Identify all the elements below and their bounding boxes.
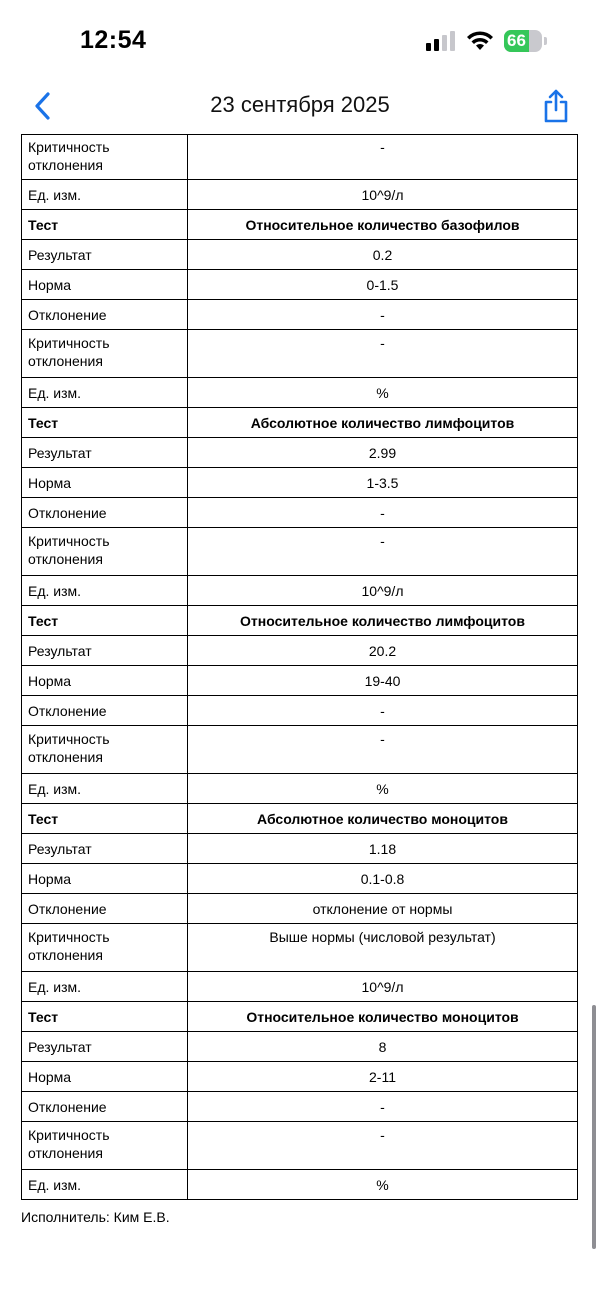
- row-label: Ед. изм.: [22, 1170, 188, 1200]
- table-row: [22, 270, 578, 300]
- row-label: Критичность отклонения: [22, 1122, 188, 1170]
- scroll-indicator[interactable]: [592, 1005, 596, 1249]
- table-row: [22, 1122, 578, 1170]
- results-content[interactable]: [0, 134, 600, 1300]
- table-row: [22, 438, 578, 468]
- row-label: Тест: [22, 1002, 188, 1032]
- row-label: Критичность отклонения: [22, 528, 188, 576]
- row-value: %: [188, 774, 578, 804]
- table-row: [22, 576, 578, 606]
- row-value: 2-11: [188, 1062, 578, 1092]
- table-row: [22, 135, 578, 180]
- test-name: Относительное количество базофилов: [188, 210, 578, 240]
- row-value: -: [188, 726, 578, 774]
- row-value: 19-40: [188, 666, 578, 696]
- row-label: Критичность отклонения: [22, 924, 188, 972]
- row-value: -: [188, 696, 578, 726]
- test-name: Абсолютное количество моноцитов: [188, 804, 578, 834]
- share-icon[interactable]: [540, 88, 572, 124]
- row-label: Тест: [22, 804, 188, 834]
- test-header-row: [22, 210, 578, 240]
- row-value: %: [188, 1170, 578, 1200]
- row-label: Отклонение: [22, 1092, 188, 1122]
- status-time: 12:54: [80, 26, 147, 54]
- row-label: Ед. изм.: [22, 972, 188, 1002]
- executor-text: Исполнитель: Ким Е.В.: [21, 1209, 170, 1225]
- table-row: [22, 1062, 578, 1092]
- row-label: Норма: [22, 270, 188, 300]
- row-value: 1.18: [188, 834, 578, 864]
- row-label: Отклонение: [22, 696, 188, 726]
- test-header-row: [22, 1002, 578, 1032]
- test-name: Абсолютное количество лимфоцитов: [188, 408, 578, 438]
- table-row: [22, 180, 578, 210]
- row-label: Отклонение: [22, 498, 188, 528]
- table-row: [22, 240, 578, 270]
- row-value: -: [188, 330, 578, 378]
- row-label: Тест: [22, 606, 188, 636]
- row-value: 10^9/л: [188, 972, 578, 1002]
- results-table: [21, 134, 578, 1200]
- table-row: [22, 300, 578, 330]
- table-row: [22, 1092, 578, 1122]
- table-row: [22, 864, 578, 894]
- row-value: -: [188, 1122, 578, 1170]
- table-row: [22, 726, 578, 774]
- row-label: Ед. изм.: [22, 774, 188, 804]
- test-name: Относительное количество моноцитов: [188, 1002, 578, 1032]
- row-value: -: [188, 135, 578, 180]
- row-value: 10^9/л: [188, 180, 578, 210]
- cellular-signal-icon: [426, 31, 458, 51]
- table-row: [22, 972, 578, 1002]
- battery-cap: [544, 37, 547, 45]
- row-label: Результат: [22, 438, 188, 468]
- table-row: [22, 924, 578, 972]
- row-label: Тест: [22, 210, 188, 240]
- table-row: [22, 468, 578, 498]
- row-value: %: [188, 378, 578, 408]
- row-label: Норма: [22, 468, 188, 498]
- row-value: -: [188, 1092, 578, 1122]
- row-value: 2.99: [188, 438, 578, 468]
- battery-icon: [504, 30, 542, 52]
- battery-indicator: [504, 30, 548, 52]
- row-label: Критичность отклонения: [22, 726, 188, 774]
- row-label: Критичность отклонения: [22, 135, 188, 180]
- row-value: -: [188, 528, 578, 576]
- row-label: Ед. изм.: [22, 378, 188, 408]
- battery-level: 66: [507, 31, 526, 50]
- table-row: [22, 1032, 578, 1062]
- table-row: [22, 378, 578, 408]
- row-label: Ед. изм.: [22, 576, 188, 606]
- row-value: 0.2: [188, 240, 578, 270]
- test-name: Относительное количество лимфоцитов: [188, 606, 578, 636]
- row-label: Норма: [22, 1062, 188, 1092]
- test-header-row: [22, 804, 578, 834]
- row-label: Ед. изм.: [22, 180, 188, 210]
- table-row: [22, 834, 578, 864]
- row-value: -: [188, 498, 578, 528]
- row-label: Результат: [22, 636, 188, 666]
- row-value: 8: [188, 1032, 578, 1062]
- row-label: Отклонение: [22, 300, 188, 330]
- test-header-row: [22, 606, 578, 636]
- table-row: [22, 774, 578, 804]
- test-header-row: [22, 408, 578, 438]
- table-row: [22, 1170, 578, 1200]
- table-row: [22, 636, 578, 666]
- table-row: [22, 528, 578, 576]
- row-value: 10^9/л: [188, 576, 578, 606]
- table-row: [22, 330, 578, 378]
- row-label: Результат: [22, 240, 188, 270]
- row-label: Критичность отклонения: [22, 330, 188, 378]
- row-value: отклонение от нормы: [188, 894, 578, 924]
- table-row: [22, 498, 578, 528]
- nav-bar: [0, 80, 600, 132]
- row-value: 1-3.5: [188, 468, 578, 498]
- row-label: Результат: [22, 834, 188, 864]
- page-title: 23 сентября 2025: [210, 92, 390, 117]
- chevron-left-icon[interactable]: [28, 88, 60, 124]
- row-label: Норма: [22, 864, 188, 894]
- row-label: Отклонение: [22, 894, 188, 924]
- row-value: -: [188, 300, 578, 330]
- row-label: Результат: [22, 1032, 188, 1062]
- row-label: Тест: [22, 408, 188, 438]
- table-row: [22, 894, 578, 924]
- row-value: 0.1-0.8: [188, 864, 578, 894]
- row-value: 0-1.5: [188, 270, 578, 300]
- table-row: [22, 696, 578, 726]
- row-value: Выше нормы (числовой результат): [188, 924, 578, 972]
- wifi-icon: [466, 29, 494, 51]
- row-value: 20.2: [188, 636, 578, 666]
- row-label: Норма: [22, 666, 188, 696]
- status-bar: [0, 0, 600, 80]
- table-row: [22, 666, 578, 696]
